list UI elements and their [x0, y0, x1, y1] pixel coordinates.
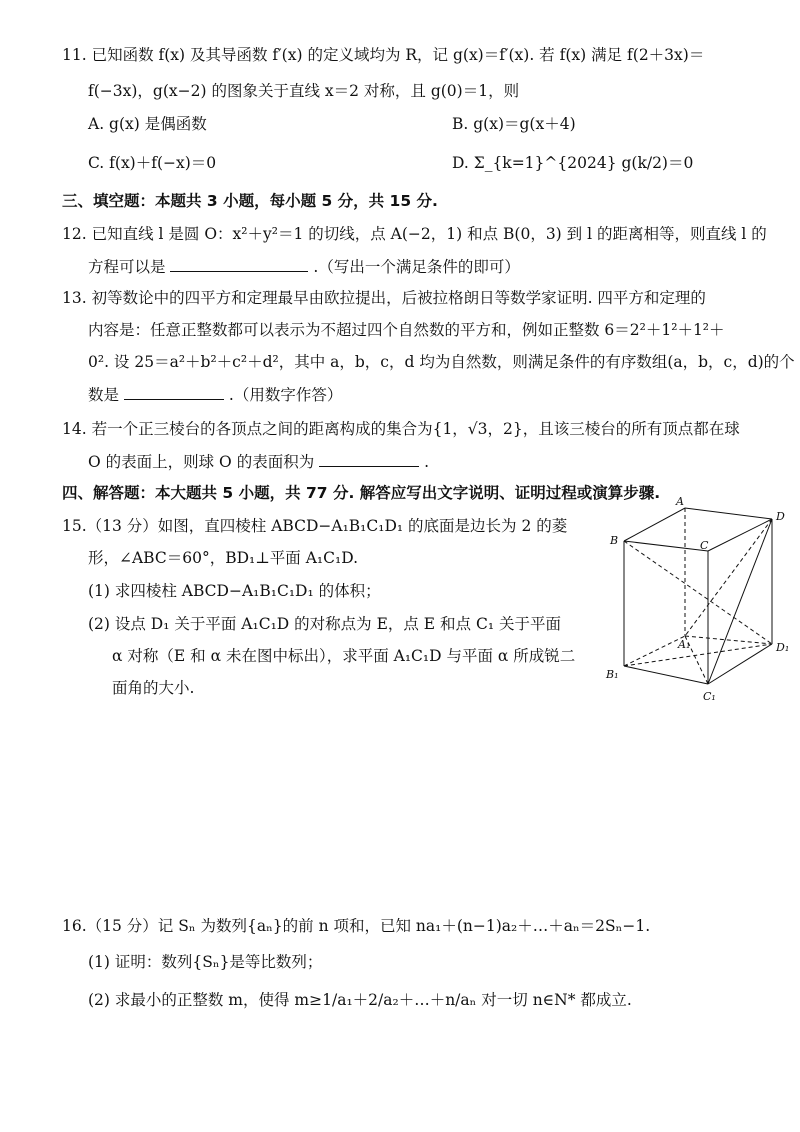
q13-text-after-blank: .（用数字作答） — [228, 386, 343, 404]
label-vertex-a: A — [676, 495, 684, 508]
label-vertex-c1: C₁ — [703, 690, 716, 703]
label-vertex-a1: A₁ — [678, 638, 691, 651]
hidden-diagonal-bd1 — [624, 541, 772, 644]
hidden-edge-a1d1 — [685, 636, 772, 644]
prism-figure — [600, 496, 795, 706]
q11-stem-line1: 11. 已知函数 f(x) 及其导函数 f′(x) 的定义域均为 R，记 g(x)＝f′(x). 若 f(x) 满足 f(2＋3x)＝ — [62, 46, 705, 64]
q12-answer-blank[interactable] — [170, 255, 308, 272]
q13-answer-blank[interactable] — [124, 383, 224, 400]
q13-stem-line2: 内容是：任意正整数都可以表示为不超过四个自然数的平方和，例如正整数 6＝2²＋1²＋1²＋ — [88, 321, 725, 339]
q15-part2-line1: (2) 设点 D₁ 关于平面 A₁C₁D 的对称点为 E，点 E 和点 C₁ 关于平面 — [88, 615, 561, 633]
q12-stem-line1: 12. 已知直线 l 是圆 O：x²＋y²＝1 的切线，点 A(−2，1) 和点 B(0，3) 到 l 的距离相等，则直线 l 的 — [62, 225, 767, 243]
edge-dc1 — [708, 519, 772, 684]
q13-stem-line3: 0². 设 25＝a²＋b²＋c²＋d²，其中 a，b，c，d 均为自然数，则满足条件的有序数组(a，b，c，d)的个 — [88, 353, 795, 371]
q15-part2-line2: α 对称（E 和 α 未在图中标出），求平面 A₁C₁D 与平面 α 所成锐二 — [112, 647, 576, 665]
edge-ad — [685, 508, 772, 519]
section3-heading: 三、填空题：本题共 3 小题，每小题 5 分，共 15 分. — [62, 192, 438, 210]
q16-part2: (2) 求最小的正整数 m，使得 m≥1/a₁＋2/a₂＋…＋n/aₙ 对一切 n∈N* 都成立. — [88, 991, 632, 1009]
q11-option-a: A. g(x) 是偶函数 — [88, 115, 207, 133]
q13-text-before-blank: 数是 — [88, 386, 120, 404]
q11-option-c: C. f(x)＋f(−x)＝0 — [88, 154, 217, 172]
q16-part1: (1) 证明：数列{Sₙ}是等比数列； — [88, 953, 323, 971]
q15-stem-line1: 15.（13 分）如图，直四棱柱 ABCD−A₁B₁C₁D₁ 的底面是边长为 2 的菱 — [62, 517, 568, 535]
hidden-edge-da1 — [685, 519, 772, 636]
q12-text-after-blank: .（写出一个满足条件的即可） — [313, 258, 520, 276]
edge-c1d1 — [708, 644, 772, 684]
q15-part2-line3: 面角的大小. — [112, 679, 195, 697]
q13-stem-line1: 13. 初等数论中的四平方和定理最早由欧拉提出，后被拉格朗日等数学家证明. 四平方和定理的 — [62, 289, 706, 307]
q12-stem-line2 — [88, 255, 520, 278]
section4-heading: 四、解答题：本大题共 5 小题，共 77 分. 解答应写出文字说明、证明过程或演算步骤. — [62, 484, 661, 502]
q11-stem-line2: f(−3x)，g(x−2) 的图象关于直线 x＝2 对称，且 g(0)＝1，则 — [88, 82, 520, 100]
label-vertex-d: D — [776, 510, 785, 523]
q14-text-before-blank: O 的表面上，则球 O 的表面积为 — [88, 453, 315, 471]
q14-stem-line1: 14. 若一个正三棱台的各顶点之间的距离构成的集合为{1，√3，2}，且该三棱台的所有顶点都在球 — [62, 420, 740, 438]
edge-ba — [624, 508, 685, 541]
q11-option-d: D. Σ_{k=1}^{2024} g(k/2)＝0 — [452, 154, 694, 172]
q12-text-before-blank: 方程可以是 — [88, 258, 166, 276]
edge-b1c1 — [624, 666, 708, 684]
q15-stem-line2: 形，∠ABC＝60°，BD₁⊥平面 A₁C₁D. — [88, 549, 359, 567]
label-vertex-c: C — [700, 539, 709, 552]
q14-text-after-blank: . — [424, 453, 430, 471]
q16-stem-line1: 16.（15 分）记 Sₙ 为数列{aₙ}的前 n 项和，已知 na₁＋(n−1)a₂＋…＋aₙ＝2Sₙ−1. — [62, 917, 651, 935]
label-vertex-b1: B₁ — [606, 668, 619, 681]
q11-option-b: B. g(x)＝g(x＋4) — [452, 115, 576, 133]
prism-diagram — [600, 496, 795, 706]
q14-answer-blank[interactable] — [319, 450, 419, 467]
q15-part1: (1) 求四棱柱 ABCD−A₁B₁C₁D₁ 的体积； — [88, 582, 381, 600]
q13-stem-line4 — [88, 383, 342, 406]
q14-stem-line2 — [88, 450, 429, 473]
label-vertex-d1: D₁ — [776, 641, 790, 654]
label-vertex-b: B — [610, 534, 619, 547]
edge-dc — [708, 519, 772, 551]
